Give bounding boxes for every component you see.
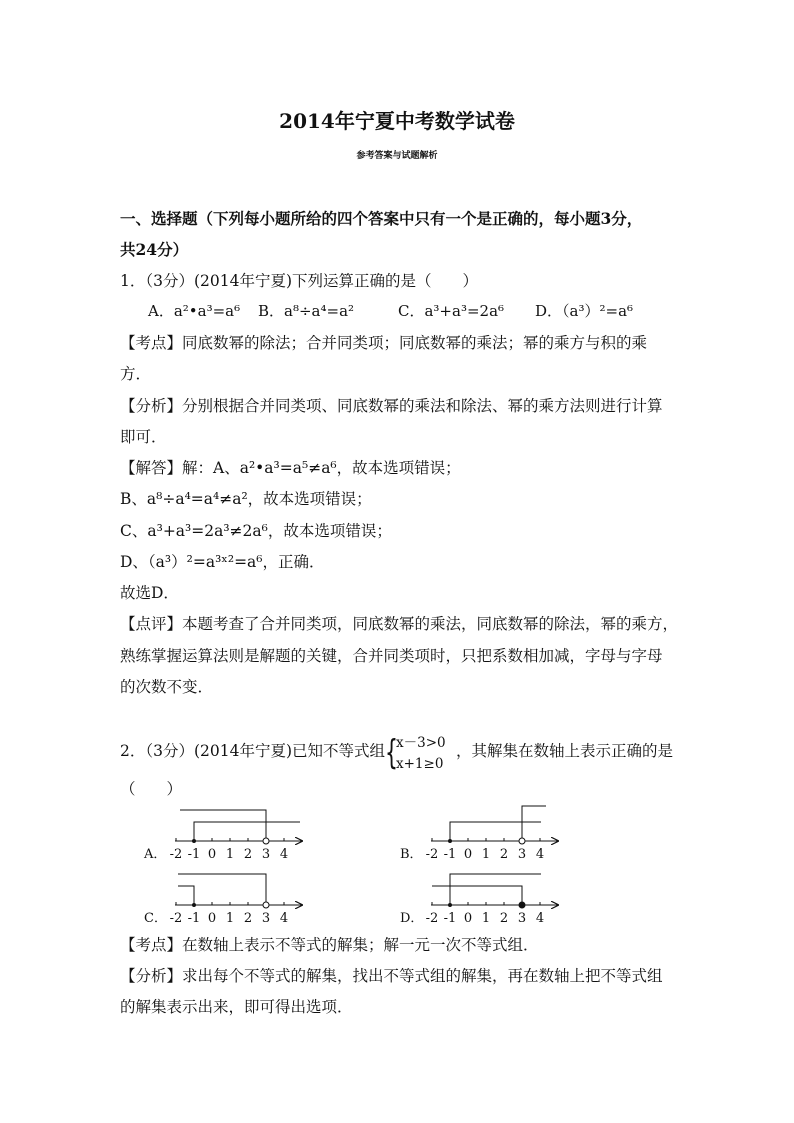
solution-ray-left <box>450 822 541 841</box>
q1-stem: 1．（3分）(2014年宁夏)下列运算正确的是（ ） <box>120 272 479 290</box>
closed-point <box>448 903 452 907</box>
q1-jieda-d: D、（a³）²=a³ˣ²=a⁶，正确． <box>120 553 325 571</box>
fenxi-text: 求出每个不等式的解集，找出不等式组的解集，再在数轴上把不等式组 <box>182 967 663 985</box>
tick-label: 1 <box>481 847 491 862</box>
solution-ray-right <box>522 806 546 841</box>
tick-label: -1 <box>187 847 201 862</box>
axis-ticks <box>170 902 288 926</box>
q2-kaodian <box>120 933 539 955</box>
tick-label: 4 <box>535 847 545 862</box>
closed-point <box>448 839 452 843</box>
axis-ticks <box>170 838 288 862</box>
tick-label: -1 <box>443 911 457 926</box>
tick-label: 0 <box>463 847 473 862</box>
q1-dianping-end: 的次数不变． <box>120 678 214 696</box>
tick-label: -2 <box>169 911 183 926</box>
kaodian-tag: 【考点】 <box>120 936 183 954</box>
tick-label: 4 <box>279 911 289 926</box>
system-ineq-2: x+1≥0 <box>396 756 444 772</box>
tick-label: -1 <box>187 911 201 926</box>
tick-label: -1 <box>443 847 457 862</box>
option-b-label: B． <box>400 847 423 862</box>
tick-label: 2 <box>499 911 509 926</box>
system-brace: { <box>385 733 398 773</box>
tick-label: 2 <box>243 911 253 926</box>
page-title: 2014年宁夏中考数学试卷 <box>279 109 515 133</box>
axis-ticks <box>426 902 544 926</box>
option-d-figure <box>400 874 558 926</box>
q1-dianping <box>120 612 678 634</box>
q1-jieda-b: B、a⁸÷a⁴=a⁴≠a²，故本选项错误； <box>120 490 372 508</box>
kaodian-text: 在数轴上表示不等式的解集；解一元一次不等式组． <box>182 936 539 954</box>
fenxi-tag: 【分析】 <box>120 967 183 985</box>
number-line-figures <box>140 800 560 930</box>
closed-point <box>192 839 196 843</box>
tick-label: 1 <box>225 911 235 926</box>
axis-ticks <box>426 838 544 862</box>
q1-jieda <box>120 456 461 478</box>
option-a-label: A． <box>144 847 167 862</box>
solution-ray-left <box>450 874 541 905</box>
tick-label: 4 <box>279 847 289 862</box>
fenxi-tag: 【分析】 <box>120 397 183 415</box>
tick-label: 0 <box>207 847 217 862</box>
q1-fenxi <box>120 394 663 416</box>
tick-label: 3 <box>517 911 527 926</box>
q2-stem-cont: ，其解集在数轴上表示正确的是 <box>456 742 674 760</box>
q2-answer-paren: （ ） <box>120 780 183 798</box>
system-ineq-1: x－3>0 <box>396 735 446 751</box>
tick-label: 1 <box>225 847 235 862</box>
jieda-tag: 【解答】 <box>120 459 183 477</box>
q1-fenxi-cont: 即可． <box>120 428 167 446</box>
tick-label: 3 <box>261 911 271 926</box>
section-heading: 一、选择题（下列每小题所给的四个答案中只有一个是正确的，每小题3分， <box>120 209 643 228</box>
q1-kaodian <box>120 331 647 353</box>
solution-ray-left <box>178 886 194 905</box>
tick-label: -2 <box>425 847 439 862</box>
solution-ray-right <box>432 886 522 905</box>
jieda-text: 解：A、a²•a³=a⁵≠a⁶，故本选项错误； <box>182 459 461 477</box>
closed-point-right <box>519 902 526 909</box>
q1-option-c: C．a³+a³=2a⁶ <box>398 302 505 320</box>
tick-label: -2 <box>425 911 439 926</box>
q1-option-a: A．a²•a³=a⁶ <box>148 302 241 320</box>
q1-answer: 故选D． <box>120 584 179 602</box>
closed-point <box>192 903 196 907</box>
option-d-label: D． <box>400 911 424 926</box>
q2-fenxi-cont: 的解集表示出来，即可得出选项． <box>120 998 353 1016</box>
dianping-text: 本题考查了合并同类项，同底数幂的乘法，同底数幂的除法，幂的乘方， <box>182 615 679 633</box>
page-subtitle: 参考答案与试题解析 <box>356 151 438 161</box>
kaodian-text: 同底数幂的除法；合并同类项；同底数幂的乘法；幂的乘方与积的乘 <box>182 334 648 352</box>
tick-label: 0 <box>207 911 217 926</box>
tick-label: 4 <box>535 911 545 926</box>
solution-ray-right <box>180 810 266 841</box>
tick-label: 2 <box>499 847 509 862</box>
section-heading-cont: 共24分） <box>120 240 189 259</box>
solution-ray-right <box>178 874 266 905</box>
tick-label: 2 <box>243 847 253 862</box>
tick-label: 0 <box>463 911 473 926</box>
fenxi-text: 分别根据合并同类项、同底数幂的乘法和除法、幂的乘方法则进行计算 <box>182 397 663 415</box>
q2-fenxi <box>120 964 663 986</box>
kaodian-tag: 【考点】 <box>120 334 183 352</box>
q1-option-d: D．（a³）²=a⁶ <box>535 302 634 320</box>
tick-label: 3 <box>261 847 271 862</box>
q1-option-b: B．a⁸÷a⁴=a² <box>258 302 355 320</box>
tick-label: 3 <box>517 847 527 862</box>
option-c-figure <box>144 874 302 926</box>
q2-stem: 2．（3分）(2014年宁夏)已知不等式组 <box>120 742 386 760</box>
q1-kaodian-cont: 方． <box>120 365 152 383</box>
q1-jieda-c: C、a³+a³=2a³≠2a⁶，故本选项错误； <box>120 522 392 540</box>
dianping-tag: 【点评】 <box>120 615 183 633</box>
q1-dianping-cont: 熟练掌握运算法则是解题的关键，合并同类项时，只把系数相加减，字母与字母 <box>120 647 663 665</box>
tick-label: 1 <box>481 911 491 926</box>
option-b-figure <box>400 806 558 862</box>
option-a-figure <box>143 810 302 862</box>
option-c-label: C． <box>144 911 167 926</box>
tick-label: -2 <box>169 847 183 862</box>
open-point <box>263 838 269 844</box>
open-point <box>519 838 525 844</box>
open-point <box>263 902 269 908</box>
